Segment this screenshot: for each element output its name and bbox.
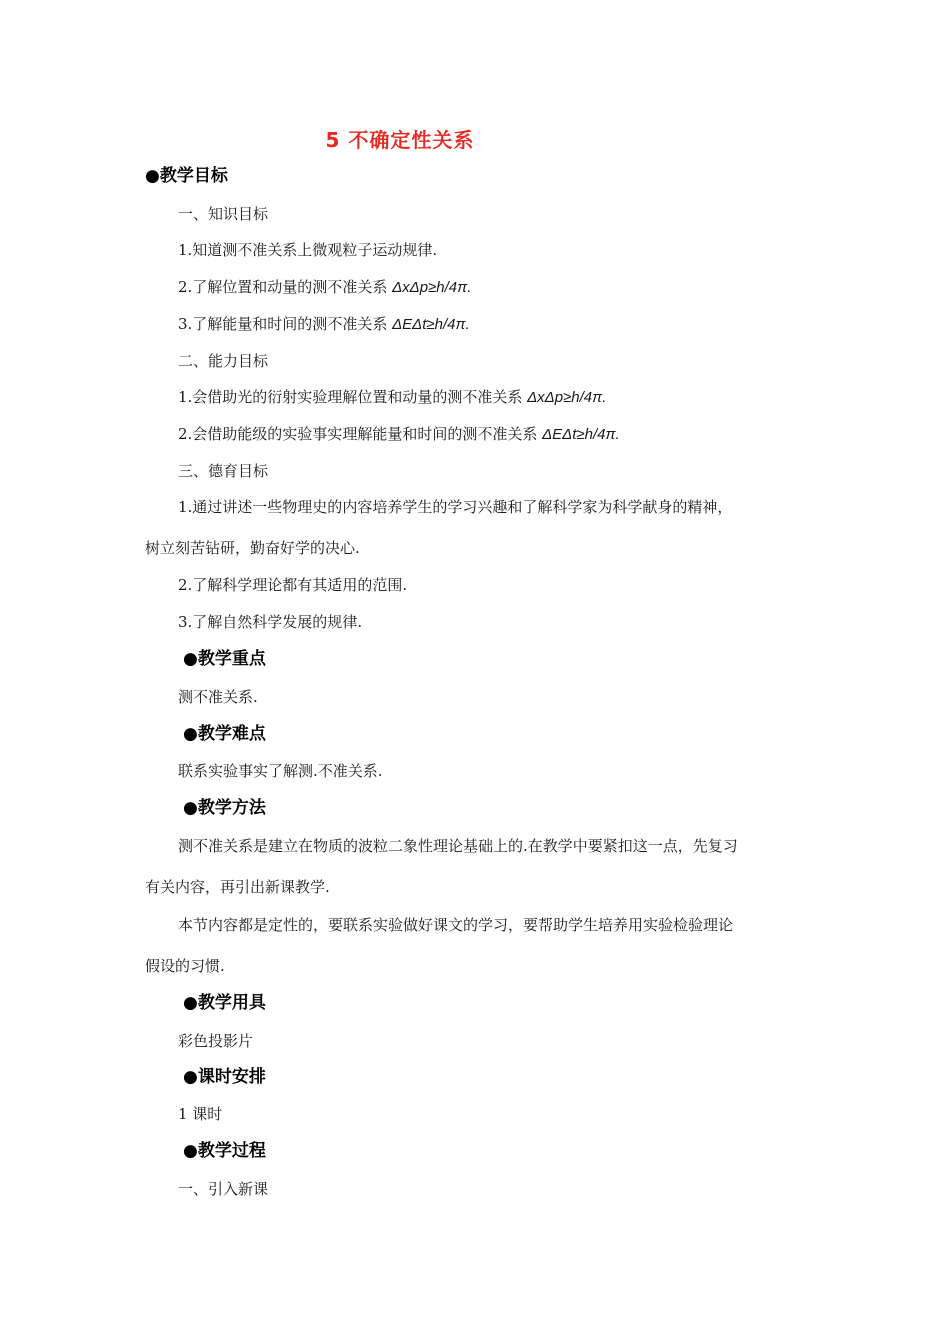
formula-energy-time: ΔEΔt≥h/4π. (542, 426, 620, 443)
section-heading-schedule: ●课时安排 (183, 1067, 266, 1087)
difficulty-text: 联系实验事实了解测.不准关系. (178, 762, 383, 780)
knowledge-item-2-text: 2.了解位置和动量的测不准关系 (178, 278, 393, 296)
method-paragraph-2-line-1: 本节内容都是定性的，要联系实验做好课文的学习，要帮助学生培养用实验检验理论 (178, 916, 734, 934)
knowledge-item-1: 1.知道测不准关系上微观粒子运动规律. (178, 241, 438, 259)
section-heading-method: ●教学方法 (183, 798, 266, 818)
moral-item-2: 2.了解科学理论都有其适用的范围. (178, 576, 408, 594)
knowledge-item-2 (178, 277, 471, 298)
knowledge-item-3 (178, 314, 470, 335)
section-heading-difficulty: ●教学难点 (183, 724, 266, 744)
moral-item-3: 3.了解自然科学发展的规律. (178, 613, 363, 631)
tools-text: 彩色投影片 (178, 1032, 254, 1050)
key-point-text: 测不准关系. (178, 688, 258, 706)
method-paragraph-1-line-2: 有关内容，再引出新课教学. (145, 878, 330, 896)
subheading-knowledge: 一、知识目标 (178, 205, 269, 223)
subheading-ability: 二、能力目标 (178, 352, 269, 370)
moral-item-1-line-2: 树立刻苦钻研，勤奋好学的决心. (145, 539, 360, 557)
formula-energy-time: ΔEΔt≥h/4π. (392, 316, 470, 333)
subheading-moral: 三、德育目标 (178, 462, 269, 480)
ability-item-1-text: 1.会借助光的衍射实验理解位置和动量的测不准关系 (178, 388, 528, 406)
section-heading-process: ●教学过程 (183, 1141, 266, 1161)
section-heading-key-point: ●教学重点 (183, 649, 266, 669)
section-heading-tools: ●教学用具 (183, 993, 266, 1013)
ability-item-2-text: 2.会借助能级的实验事实理解能量和时间的测不准关系 (178, 425, 543, 443)
ability-item-1 (178, 387, 606, 408)
method-paragraph-2-line-2: 假设的习惯. (145, 957, 225, 975)
formula-position-momentum: ΔxΔp≥h/4π. (392, 279, 472, 296)
schedule-text: 1 课时 (178, 1105, 223, 1123)
moral-item-1-line-1: 1.通过讲述一些物理史的内容培养学生的学习兴趣和了解科学家为科学献身的精神， (178, 498, 733, 516)
formula-position-momentum: ΔxΔp≥h/4π. (527, 389, 607, 406)
process-step-1: 一、引入新课 (178, 1180, 269, 1198)
document-title: 5 不确定性关系 (325, 128, 475, 152)
section-heading-teaching-goals: ●教学目标 (145, 166, 228, 186)
ability-item-2 (178, 424, 620, 445)
knowledge-item-3-text: 3.了解能量和时间的测不准关系 (178, 315, 393, 333)
method-paragraph-1-line-1: 测不准关系是建立在物质的波粒二象性理论基础上的.在教学中要紧扣这一点，先复习 (178, 837, 738, 855)
